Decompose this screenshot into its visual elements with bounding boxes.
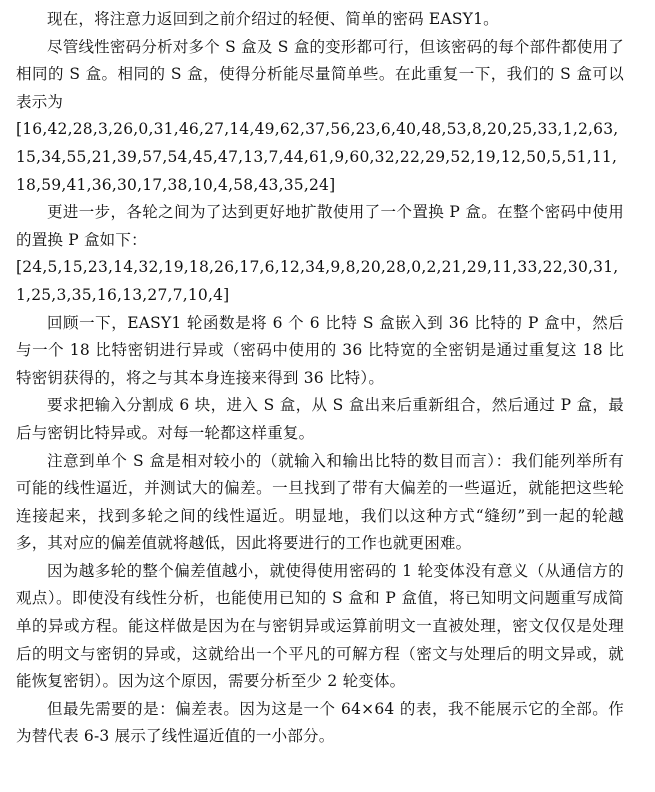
paragraph-sbox-description: 尽管线性密码分析对多个 S 盒及 S 盒的变形都可行，但该密码的每个部件都使用了相同的 S 盒。相同的 S 盒，使得分析能尽量简单些。在此重复一下，我们的 S 盒可以表示为: [16, 37, 624, 111]
document-page: [16, 6, 624, 751]
sbox-values: [16,42,28,3,26,0,31,46,27,14,49,62,37,56,23,6,40,48,53,8,20,25,33,1,2,63,15,34,55,21,39,57,54,45,47,13,7,44,61,9,60,32,22,29,52,19,12,50,5,51,11,18,59,41,36,30,17,38,10,4,58,43,35,24]: [16, 120, 619, 194]
pbox-values: [24,5,15,23,14,32,19,18,26,17,6,12,34,9,8,20,28,0,2,21,29,11,33,22,30,31,1,25,3,35,16,13,27,7,10,4]: [16, 258, 619, 304]
paragraph-one-round-variant: 因为越多轮的整个偏差值越小，就使得使用密码的 1 轮变体没有意义（从通信方的观点）。即使没有线性分析，也能使用已知的 S 盒和 P 盒值，将已知明文问题重写成简单的异或方程。能这样做是因为在与密钥异或运算前明文一直被处理，密文仅仅是处理后的明文与密钥的异或，这就给出一个平凡的可解方程（密文与处理后的明文异或，就能恢复密钥）。因为这个原因，需要分析至少 2 轮变体。: [16, 561, 624, 691]
paragraph-pbox-description: 更进一步，各轮之间为了达到更好地扩散使用了一个置换 P 盒。在整个密码中使用的置换 P 盒如下：: [16, 203, 624, 249]
paragraph-linear-approximation: 注意到单个 S 盒是相对较小的（就输入和输出比特的数目而言）：我们能列举所有可能的线性逼近，并测试大的偏差。一旦找到了带有大偏差的一些逼近，就能把这些轮连接起来，找到多轮之间的线性逼近。明显地，我们以这种方式“缝纫”到一起的轮越多，其对应的偏差值就将越低，因此将要进行的工作也就更困难。: [16, 451, 624, 553]
paragraph-intro: 现在，将注意力返回到之前介绍过的轻便、简单的密码 EASY1。: [47, 10, 499, 28]
paragraph-bias-table: 但最先需要的是：偏差表。因为这是一个 64×64 的表，我不能展示它的全部。作为替代表 6-3 展示了线性逼近值的一小部分。: [16, 699, 624, 746]
paragraph-round-function: 回顾一下，EASY1 轮函数是将 6 个 6 比特 S 盒嵌入到 36 比特的 P 盒中，然后与一个 18 比特密钥进行异或（密码中使用的 36 比特宽的全密钥是通过重复这 18 比特密钥获得的，将之与其本身连接来得到 36 比特）。: [16, 313, 624, 387]
paragraph-round-steps: 要求把输入分割成 6 块，进入 S 盒，从 S 盒出来后重新组合，然后通过 P 盒，最后与密钥比特异或。对每一轮都这样重复。: [16, 396, 624, 442]
